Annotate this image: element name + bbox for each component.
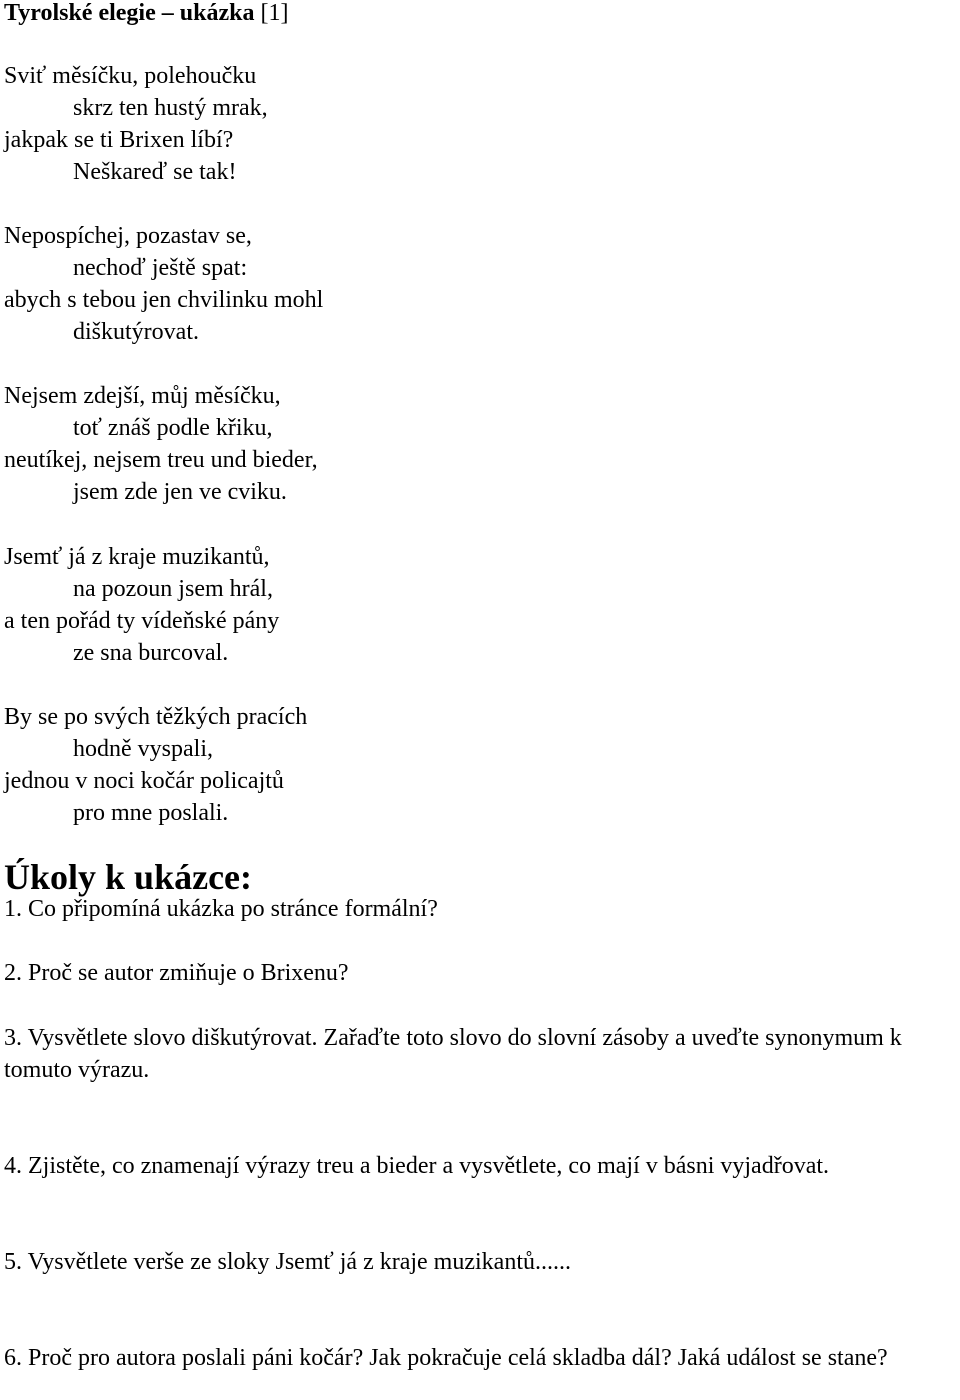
poem-line: a ten pořád ty vídeňské pány [4,608,280,634]
task-item-2: 2. Proč se autor zmiňuje o Brixenu? [4,960,349,986]
poem-line: na pozoun jsem hrál, [73,576,273,602]
poem-line: pro mne poslali. [73,800,229,826]
poem-line: Nejsem zdejší, můj měsíčku, [4,383,281,409]
poem-line: diškutýrovat. [73,319,199,345]
task-item-1: 1. Co připomíná ukázka po stránce formální? [4,896,438,922]
poem-line: neutíkej, nejsem treu und bieder, [4,447,318,473]
tasks-heading: Úkoly k ukázce: [4,857,253,897]
poem-line: jakpak se ti Brixen líbí? [4,127,234,153]
poem-line: Sviť měsíčku, polehoučku [4,63,257,89]
poem-line: abych s tebou jen chvilinku mohl [4,287,324,313]
task-item-6: 6. Proč pro autora poslali páni kočár? Jak pokračuje celá skladba dál? Jaká událost se stane? [4,1345,888,1371]
poem-line: Neškareď se tak! [73,159,237,185]
poem-line: Jsemť já z kraje muzikantů, [4,544,270,570]
task-item-3: 3. Vysvětlete slovo diškutýrovat. Zařaďte toto slovo do slovní zásoby a uveďte synonymum k tomuto výrazu. [4,1025,902,1083]
poem-line: Nepospíchej, pozastav se, [4,223,252,249]
poem-line: skrz ten hustý mrak, [73,95,268,121]
poem-line: toť znáš podle křiku, [73,415,273,441]
document-title [4,0,288,29]
poem-line: By se po svých těžkých pracích [4,704,308,730]
task-item-5: 5. Vysvětlete verše ze sloky Jsemť já z kraje muzikantů...... [4,1249,571,1275]
poem-line: ze sna burcoval. [73,640,229,666]
poem-line: jednou v noci kočár policajtů [4,768,284,794]
footnote-reference-link[interactable]: [1] [260,0,289,26]
task-item-4: 4. Zjistěte, co znamenají výrazy treu a bieder a vysvětlete, co mají v básni vyjadřovat. [4,1153,830,1179]
title-text: Tyrolské elegie – ukázka [4,0,255,26]
poem-line: nechoď ještě spat: [73,255,248,281]
poem-line: jsem zde jen ve cviku. [73,479,287,505]
poem-line: hodně vyspali, [73,736,213,762]
